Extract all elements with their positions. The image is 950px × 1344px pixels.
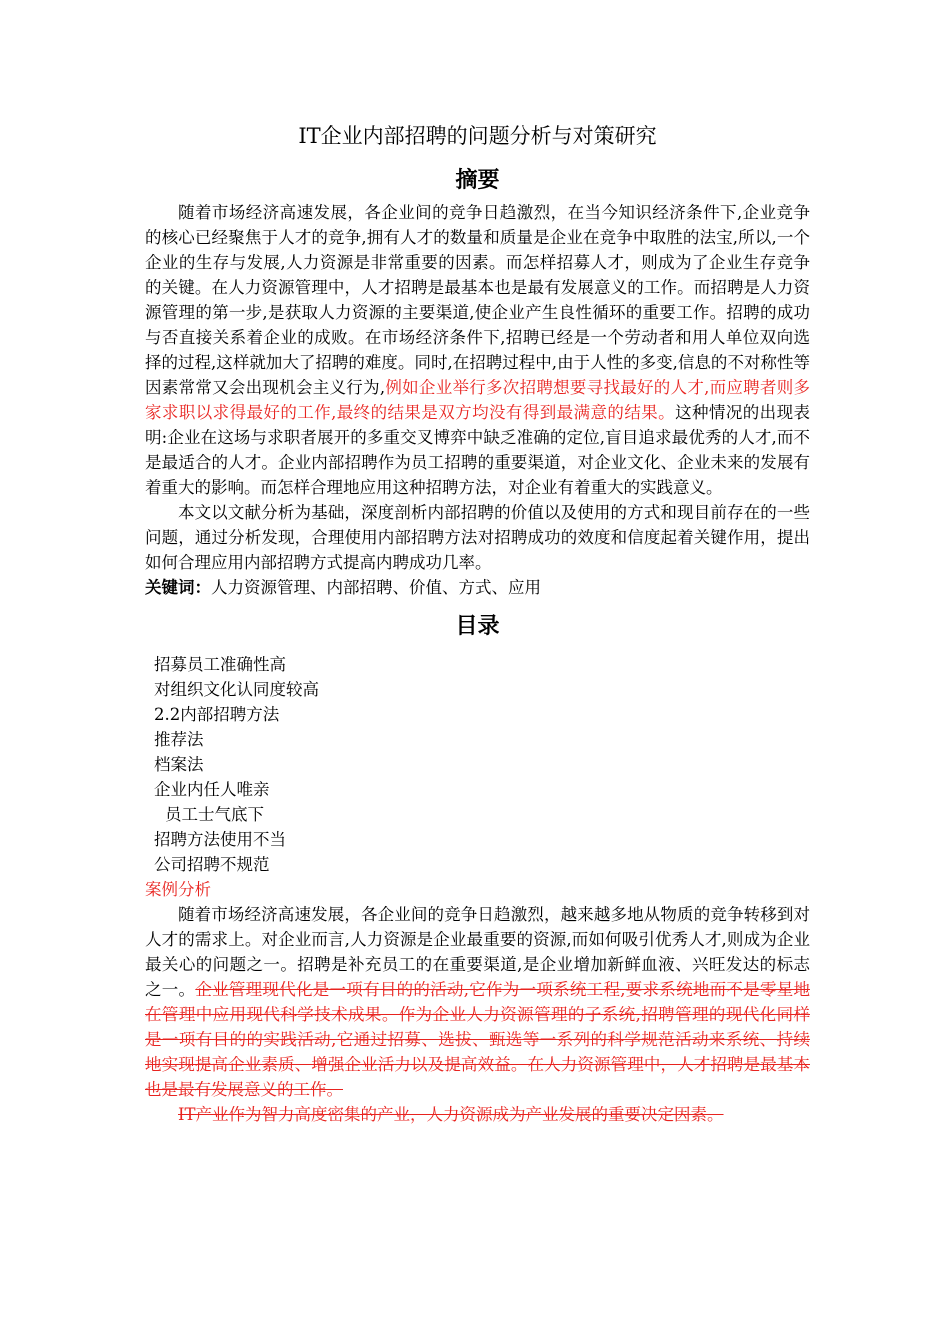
keywords-label: 关键词：: [145, 578, 211, 597]
case-paragraph-2: [145, 1102, 810, 1127]
toc-item[interactable]: 档案法: [154, 755, 204, 774]
toc-list: [145, 652, 810, 877]
abstract-text-a: 随着市场经济高速发展，各企业间的竞争日趋激烈，在当今知识经济条件下,企业竞争的核心已经聚焦于人才的竞争,拥有人才的数量和质量是企业在竞争中取胜的法宝,所以,一个企业的生存与发展,人力资源是非常重要的因素。而怎样招募人才，则成为了企业生存竞争的关键。在人力资源管理中，人才招聘是最基本也是最有发展意义的工作。而招聘是人力资源管理的第一步,是获取人力资源的主要渠道,使企业产生良性循环的重要工作。招聘的成功与否直接关系着企业的成败。在市场经济条件下,招聘已经是一个劳动者和用人单位双向选择的过程,这样就加大了招聘的难度。同时,在招聘过程中,由于人性的多变,信息的不对称性等因素常常又会出现机会主义行为,: [145, 203, 810, 397]
abstract-paragraph-2: 本文以文献分析为基础，深度剖析内部招聘的价值以及使用的方式和现目前存在的一些问题，通过分析发现，合理使用内部招聘方法对招聘成功的效度和信度起着关键作用，提出如何合理应用内部招聘方式提高内聘成功几率。: [145, 503, 810, 572]
case-heading: 案例分析: [145, 880, 211, 899]
toc-item[interactable]: 公司招聘不规范: [154, 855, 270, 874]
toc-item[interactable]: 员工士气底下: [165, 805, 264, 824]
toc-item[interactable]: 推荐法: [154, 730, 204, 749]
abstract-paragraph-1: [145, 200, 810, 500]
case-paragraph-1: [145, 902, 810, 1102]
case-text-deleted-2: IT产业作为智力高度密集的产业，人力资源成为产业发展的重要决定因素。: [178, 1105, 724, 1124]
case-text-a: 随着市场经济高速发展，各企业间的竞争日趋激烈，越来越多地从物质的竞争转移到对人才的需求上。对企业而言,人力资源是企业最重要的资源,而如何吸引优秀人才,则成为企业最关心的问题之一。招聘是补充员工的在重要渠道,是企业增加新鲜血液、兴旺发达的标志之一。: [145, 905, 810, 999]
case-text-deleted: 企业管理现代化是一项有目的的活动,它作为一项系统工程,要求系统地而不是零星地在管理中应用现代科学技术成果。作为企业人力资源管理的子系统,招聘管理的现代化同样是一项有目的的实践活动,它通过招募、选拔、甄选等一系列的科学规范活动来系统、持续地实现提高企业素质、增强企业活力以及提高效益。在人力资源管理中，人才招聘是最基本也是最有发展意义的工作。: [145, 980, 810, 1099]
toc-heading: 目录: [455, 614, 500, 639]
toc-item[interactable]: 对组织文化认同度较高: [154, 680, 319, 699]
toc-item[interactable]: 企业内任人唯亲: [154, 780, 270, 799]
abstract-text-b: 这种情况的出现表明:企业在这场与求职者展开的多重交叉博弈中缺乏准确的定位,盲目追求最优秀的人才,而不是最适合的人才。企业内部招聘作为员工招聘的重要渠道，对企业文化、企业未来的发展有着重大的影响。而怎样合理地应用这种招聘方法，对企业有着重大的实践意义。: [145, 403, 810, 497]
abstract-heading: 摘要: [455, 168, 500, 193]
toc-item[interactable]: 招聘方法使用不当: [154, 830, 286, 849]
toc-item[interactable]: 招募员工准确性高: [154, 655, 286, 674]
document-page: [145, 120, 810, 1127]
toc-item[interactable]: 2.2内部招聘方法: [154, 705, 280, 724]
keywords-line: [145, 575, 810, 600]
keywords-text: 人力资源管理、内部招聘、价值、方式、应用: [211, 578, 541, 597]
document-title: IT企业内部招聘的问题分析与对策研究: [298, 124, 657, 148]
abstract-text-highlight: 例如企业举行多次招聘想要寻找最好的人才,而应聘者则多家求职以求得最好的工作,最终的结果是双方均没有得到最满意的结果。: [145, 378, 811, 422]
